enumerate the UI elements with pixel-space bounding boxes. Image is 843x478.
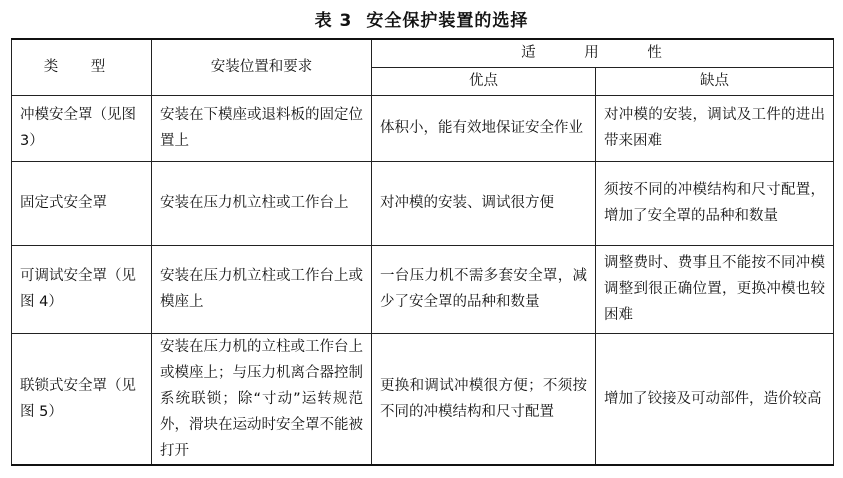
table-row [12,245,834,333]
cell-type: 固定式安全罩 [12,161,152,245]
table-title [0,6,843,31]
cell-position: 安装在压力机立柱或工作台上 [152,161,372,245]
header-applicability: 适 用 性 [372,39,834,67]
cell-type: 可调试安全罩（见图 4） [12,245,152,333]
cell-position: 安装在下模座或退料板的固定位置上 [152,95,372,161]
table-row [12,95,834,161]
table-row [12,161,834,245]
cell-position: 安装在压力机的立柱或工作台上或模座上；与压力机离合器控制系统联锁；除“寸动”运转规范外，滑块在运动时安全罩不能被打开 [152,333,372,465]
cell-position: 安装在压力机立柱或工作台上或模座上 [152,245,372,333]
cell-type: 冲模安全罩（见图 3） [12,95,152,161]
safety-device-table [11,38,834,466]
header-row [12,39,834,67]
cell-pros: 一台压力机不需多套安全罩，减少了安全罩的品种和数量 [372,245,596,333]
header-pros: 优点 [372,67,596,95]
table-number: 表 3 [314,11,353,31]
table-caption: 安全保护装置的选择 [366,11,529,31]
cell-cons: 增加了铰接及可动部件，造价较高 [596,333,834,465]
cell-cons: 调整费时、费事且不能按不同冲模调整到很正确位置，更换冲模也较困难 [596,245,834,333]
cell-type: 联锁式安全罩（见图 5） [12,333,152,465]
cell-pros: 对冲模的安装、调试很方便 [372,161,596,245]
header-position: 安装位置和要求 [152,39,372,95]
cell-pros: 体积小，能有效地保证安全作业 [372,95,596,161]
cell-pros: 更换和调试冲模很方便；不须按不同的冲模结构和尺寸配置 [372,333,596,465]
cell-cons: 对冲模的安装，调试及工件的进出带来困难 [596,95,834,161]
header-cons: 缺点 [596,67,834,95]
table-row [12,333,834,465]
header-type: 类 型 [12,39,152,95]
cell-cons: 须按不同的冲模结构和尺寸配置，增加了安全罩的品种和数量 [596,161,834,245]
